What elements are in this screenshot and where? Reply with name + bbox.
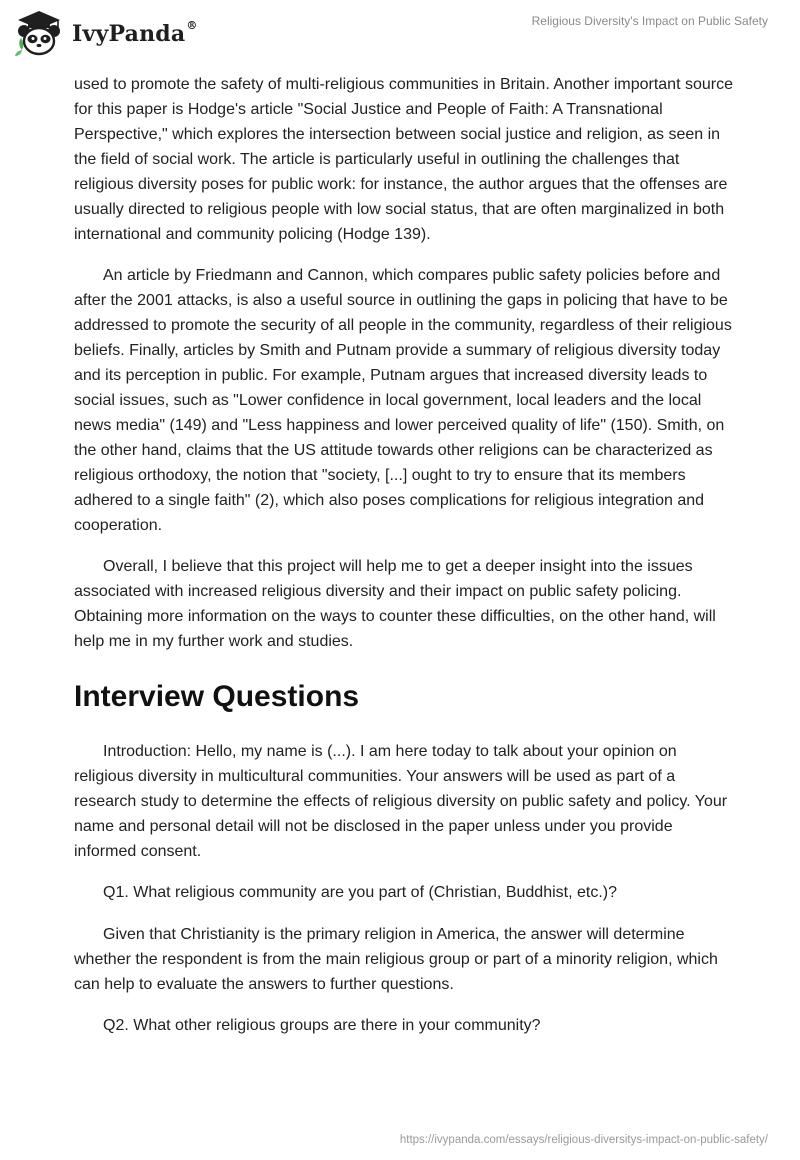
interview-question: Q2. What other religious groups are there in your community? <box>103 1017 541 1034</box>
document-title: Religious Diversity's Impact on Public Safety <box>531 14 768 28</box>
source-url[interactable]: https://ivypanda.com/essays/religious-diversitys-impact-on-public-safety/ <box>399 1134 768 1146</box>
paragraph: Given that Christianity is the primary religion in America, the answer will determine whether the respondent is from the main religious group or part of a minority religion, which can help to evaluate the answers to further questions. <box>74 926 718 993</box>
paragraph: An article by Friedmann and Cannon, which compares public safety policies before and after the 2001 attacks, is also a useful source in outlining the gaps in policing that have to be addressed to promote the security of all people in the community, regardless of their religious beliefs. Finally, articles by Smith and Putnam provide a summary of religious diversity today and its perception in public. For example, Putnam argues that increased diversity leads to social issues, such as "Lower confidence in local government, local leaders and the local news media" (149) and "Less happiness and lower perceived quality of life" (150). Smith, on the other hand, claims that the US attitude towards other religions can be characterized as religious orthodoxy, the notion that "society, [...] ought to try to ensure that its members adhered to a single faith" (2), which also poses complications for religious integration and cooperation. <box>74 267 732 534</box>
section-heading: Interview Questions <box>74 680 360 713</box>
ivypanda-logo[interactable] <box>14 9 198 59</box>
interview-question: Q1. What religious community are you part of (Christian, Buddhist, etc.)? <box>103 884 617 901</box>
essay-body <box>74 72 734 1055</box>
panda-graduate-icon <box>14 9 64 59</box>
paragraph: used to promote the safety of multi-religious communities in Britain. Another important source for this paper is Hodge's article "Social Justice and People of Faith: A Transnational Perspective," which explores the intersection between social justice and religion, as seen in the field of social work. The article is particularly useful in outlining the challenges that religious diversity poses for public work: for instance, the author argues that the offenses are usually directed to religious people with low social status, that are often marginalized in both international and community policing (Hodge 139). <box>74 76 733 243</box>
paragraph: Overall, I believe that this project will help me to get a deeper insight into the issues associated with increased religious diversity and their impact on public safety policing. Obtaining more information on the ways to counter these difficulties, on the other hand, will help me in my further work and studies. <box>74 558 716 650</box>
paragraph: Introduction: Hello, my name is (...). I am here today to talk about your opinion on religious diversity in multicultural communities. Your answers will be used as part of a research study to determine the effects of religious diversity on public safety and policy. Your name and personal detail will not be disclosed in the paper unless under you provide informed consent. <box>74 743 728 860</box>
logo-wordmark: IvyPanda® <box>72 18 198 47</box>
page-header <box>0 0 800 70</box>
